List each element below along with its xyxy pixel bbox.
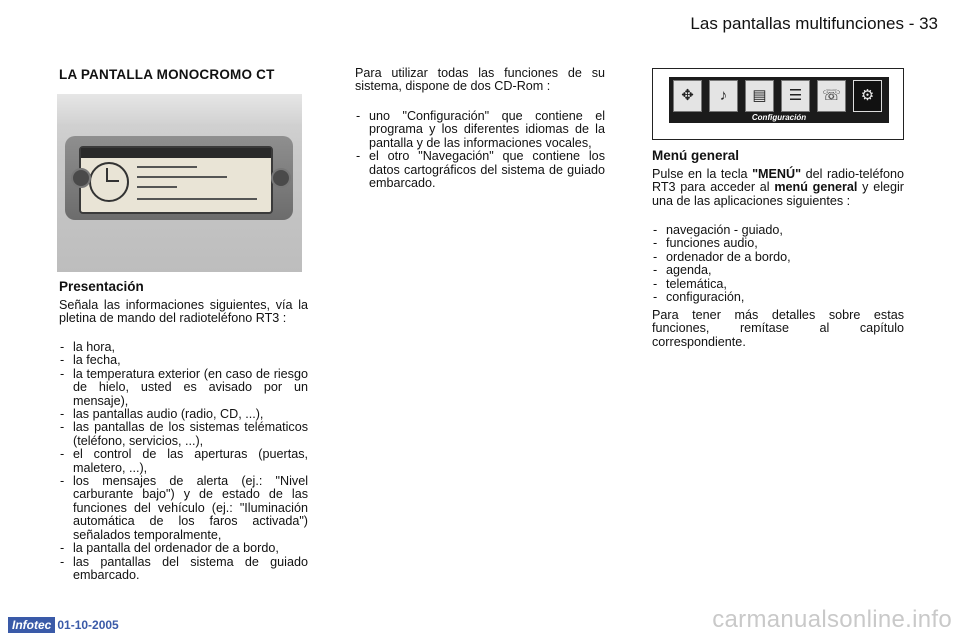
- menu-icon-panel: [669, 77, 889, 123]
- list-item-text: ordenador de a bordo,: [666, 249, 791, 264]
- list-item: [59, 556, 308, 583]
- list-item: [652, 291, 904, 304]
- list-item: [59, 448, 308, 475]
- clock-hand-icon: [107, 180, 119, 182]
- dashboard-top-strip: [57, 94, 302, 124]
- menu-text: [652, 168, 904, 208]
- screen-line: [137, 176, 227, 178]
- monochrome-screen: [79, 146, 273, 214]
- list-item: [652, 264, 904, 277]
- menu-key-label: "MENÚ": [752, 167, 802, 181]
- list-item: [59, 354, 308, 367]
- navigation-icon: ✥: [673, 80, 702, 112]
- list-item-text: navegación - guiado,: [666, 223, 783, 237]
- list-item: [652, 224, 904, 237]
- list-item-text: las pantallas de los sistemas telématicos (teléfono, servicios, ...),: [73, 420, 308, 448]
- list-item: [652, 278, 904, 291]
- list-item-text: las pantallas audio (radio, CD, ...),: [73, 407, 264, 422]
- left-knob: [71, 168, 91, 188]
- audio-icon: ♪: [709, 80, 738, 112]
- list-item: [355, 110, 605, 150]
- screen-top-bar: [81, 148, 271, 158]
- list-item: [652, 251, 904, 264]
- list-item: [355, 150, 605, 190]
- menu-text-part: del radio-teléfono RT3 para acceder al: [652, 167, 904, 195]
- list-item: [59, 341, 308, 354]
- watermark: carmanualsonline.info: [712, 606, 952, 633]
- list-item: [59, 408, 308, 421]
- list-item-text: la temperatura exterior (en caso de riesgo de hielo, usted es avisado por un mensaje),: [73, 366, 308, 408]
- list-item: [59, 368, 308, 408]
- menu-general-label: menú general: [774, 180, 858, 195]
- list-item-text: las pantallas del sistema de guiado embarcado.: [73, 554, 308, 582]
- list-item-text: los mensajes de alerta (ej.: "Nivel carburante bajo") y de estado de las funciones del vehículo (ej.: "Iluminación automática de los faros activada") señalados temporalmente,: [73, 474, 308, 542]
- footer: [8, 617, 119, 633]
- list-item-text: agenda,: [666, 263, 712, 278]
- list-item: [59, 421, 308, 448]
- feature-list: [59, 341, 308, 582]
- menu-text-part: y elegir una de las aplicaciones siguientes :: [652, 180, 904, 208]
- page-header: Las pantallas multifunciones - 33: [690, 14, 938, 33]
- screen-line: [137, 166, 197, 168]
- configuration-menu-screenshot: [652, 68, 904, 140]
- settings-icon: ⚙: [853, 80, 882, 112]
- config-caption: Configuración: [751, 113, 807, 122]
- section-title: LA PANTALLA MONOCROMO CT: [59, 67, 275, 82]
- footer-date: 01-10-2005: [57, 618, 119, 632]
- list-item: [652, 237, 904, 250]
- right-knob: [271, 168, 291, 188]
- infotec-logo: Infotec: [8, 617, 55, 633]
- agenda-icon: ☰: [781, 80, 810, 112]
- application-list: [652, 224, 904, 304]
- menu-title: Menú general: [652, 148, 740, 163]
- list-item-text: el control de las aperturas (puertas, maletero, ...),: [73, 447, 308, 475]
- closing-text: Para tener más detalles sobre estas funciones, remítase al capítulo correspondiente.: [652, 308, 904, 349]
- list-item: [59, 542, 308, 555]
- dashboard-photo: [57, 94, 302, 272]
- computer-icon: ▤: [745, 80, 774, 112]
- presentation-text: Señala las informaciones siguientes, vía la pletina de mando del radioteléfono RT3 :: [59, 298, 308, 326]
- list-item-text: uno "Configuración" que contiene el programa y los diferentes idiomas de la pantalla y de las informaciones vocales,: [369, 109, 605, 150]
- cdrom-list: [355, 110, 605, 190]
- phone-icon: ☏: [817, 80, 846, 112]
- cdrom-intro: Para utilizar todas las funciones de su sistema, dispone de dos CD-Rom :: [355, 66, 605, 94]
- list-item-text: telemática,: [666, 276, 727, 291]
- presentation-title: Presentación: [59, 279, 144, 294]
- screen-line: [137, 186, 177, 188]
- list-item-text: configuración,: [666, 290, 745, 305]
- list-item-text: la hora,: [73, 340, 116, 354]
- list-item: [59, 475, 308, 542]
- clock-icon: [89, 162, 129, 202]
- list-item-text: el otro "Navegación" que contiene los datos cartográficos del sistema de guiado embarcado.: [369, 149, 605, 191]
- list-item-text: la pantalla del ordenador de a bordo,: [73, 541, 279, 556]
- screen-line: [137, 198, 257, 200]
- list-item-text: funciones audio,: [666, 236, 758, 251]
- list-item-text: la fecha,: [73, 353, 121, 368]
- menu-text-part: Pulse en la tecla: [652, 167, 753, 181]
